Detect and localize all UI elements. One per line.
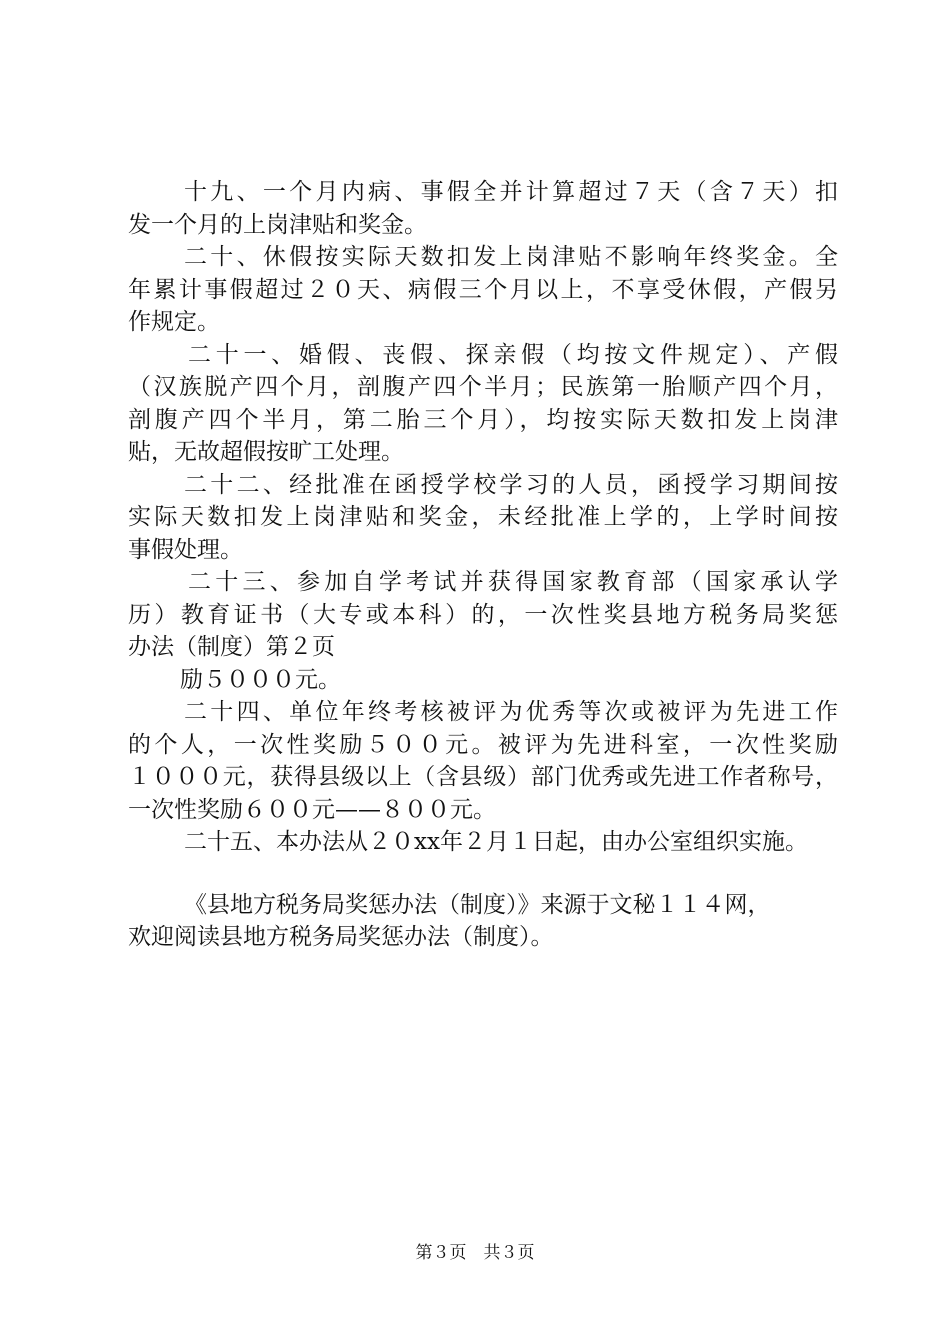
- paragraph-23-line-1: 二十三、参加自学考试并获得国家教育部（国家承认学: [188, 569, 838, 595]
- paragraph-21-line-4: 贴，无故超假按旷工处理。: [128, 439, 404, 465]
- paragraph-22-line-3: 事假处理。: [128, 536, 243, 563]
- paragraph-23-line-2: 历）教育证书（大专或本科）的，一次性奖县地方税务局奖惩: [128, 601, 838, 628]
- closing-line-1: 《县地方税务局奖惩办法（制度）》来源于文秘１１４网，: [184, 891, 771, 918]
- paragraph-19-line-1: 十九、一个月内病、事假全并计算超过７天（含７天）扣: [184, 179, 838, 205]
- document-body: [128, 176, 838, 954]
- paragraph-23-line-3: 办法（制度）第２页: [128, 634, 335, 660]
- paragraph-24-line-4: 一次性奖励６００元——８００元。: [128, 796, 496, 823]
- paragraph-20-line-3: 作规定。: [128, 309, 220, 335]
- paragraph-21-line-2: （汉族脱产四个月，剖腹产四个半月；民族第一胎顺产四个月，: [128, 374, 838, 400]
- closing-line-2: 欢迎阅读县地方税务局奖惩办法（制度）。: [128, 924, 554, 950]
- paragraph-24-line-3: １０００元，获得县级以上（含县级）部门优秀或先进工作者称号，: [128, 764, 838, 790]
- paragraph-gap: [128, 859, 838, 889]
- paragraph-21-line-3: 剖腹产四个半月，第二胎三个月），均按实际天数扣发上岗津: [128, 406, 838, 433]
- paragraph-22-line-2: 实际天数扣发上岗津贴和奖金，未经批准上学的，上学时间按: [128, 504, 838, 530]
- paragraph-24-line-1: 二十四、单位年终考核被评为优秀等次或被评为先进工作: [184, 699, 838, 725]
- paragraph-19-line-2: 发一个月的上岗津贴和奖金。: [128, 211, 427, 238]
- paragraph-23-line-4: 励５０００元。: [180, 666, 341, 693]
- paragraph-20-line-2: 年累计事假超过２０天、病假三个月以上，不享受休假，产假另: [128, 276, 838, 303]
- page-footer: 第３页 共３页: [415, 1243, 535, 1263]
- paragraph-20-line-1: 二十、休假按实际天数扣发上岗津贴不影响年终奖金。全: [184, 244, 838, 270]
- paragraph-24-line-2: 的个人，一次性奖励５００元。被评为先进科室，一次性奖励: [128, 731, 838, 758]
- paragraph-22-line-1: 二十二、经批准在函授学校学习的人员，函授学习期间按: [184, 471, 838, 498]
- paragraph-25-line-1: 二十五、本办法从２０xx年２月１日起，由办公室组织实施。: [184, 829, 808, 855]
- paragraph-21-line-1: 二十一、婚假、丧假、探亲假（均按文件规定）、产假: [188, 341, 838, 368]
